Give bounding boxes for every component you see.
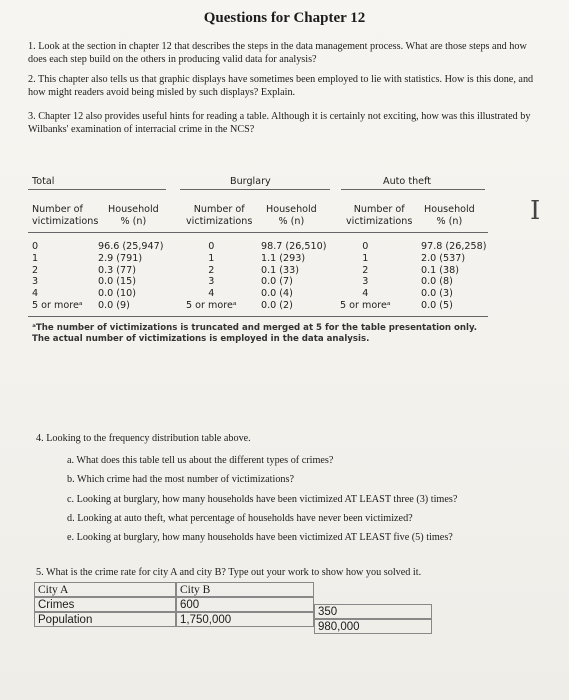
question-1: 1. Look at the section in chapter 12 that describes the steps in the data management process. What are those steps and how does each step build on the others in producing valid data for analysis? <box>28 41 527 65</box>
group-total-label: Total <box>32 176 55 187</box>
rule-header <box>28 232 488 233</box>
city-b-crimes: 350 <box>314 604 432 619</box>
rule-total <box>28 189 166 190</box>
city-a-population: 1,750,000 <box>176 612 314 627</box>
question-4c: c. Looking at burglary, how many households have been victimized AT LEAST three (3) times? <box>67 494 458 505</box>
question-2: 2. This chapter also tells us that graphic displays have sometimes been employed to lie with statistics. How is this done, and how might readers avoid being misled by such displays? Explain. <box>28 74 534 98</box>
question-3: 3. Chapter 12 also provides useful hints for reading a table. Although it is certainly not exciting, how was this illustrated by Wilbanks' examination of interracial crime in the NCS? <box>28 111 531 135</box>
city-a-header: City A <box>34 582 176 597</box>
header-total-number: Number of victimizations <box>32 204 99 227</box>
question-4d: d. Looking at auto theft, what percentage of households have never been victimized? <box>67 513 413 524</box>
crimes-label: Crimes <box>34 597 176 612</box>
text-cursor-icon: I <box>530 196 541 226</box>
auto-victimizations-column: 0 1 2 3 4 5 or moreᵃ <box>340 241 391 311</box>
city-b-population: 980,000 <box>314 619 432 634</box>
header-auto-number: Number of victimizations <box>346 204 413 227</box>
header-auto-household: Household % (n) <box>424 204 475 227</box>
frequency-table <box>28 168 540 403</box>
question-4e: e. Looking at burglary, how many households have been victimized AT LEAST five (5) times? <box>67 532 453 543</box>
header-burglary-household: Household % (n) <box>266 204 317 227</box>
rule-burglary <box>180 189 330 190</box>
auto-household-column: 97.8 (26,258) 2.0 (537) 0.1 (38) 0.0 (8) 0.0 (3) 0.0 (5) <box>421 241 487 311</box>
group-burglary-label: Burglary <box>230 176 271 187</box>
header-burglary-number: Number of victimizations <box>186 204 253 227</box>
total-victimizations-column: 0 1 2 3 4 5 or moreᵃ <box>32 241 83 311</box>
table-footnote: ᵃThe number of victimizations is truncated and merged at 5 for the table presentation only. The actual number of victimizations is employed in the data analysis. <box>32 323 478 344</box>
burglary-household-column: 98.7 (26,510) 1.1 (293) 0.1 (33) 0.0 (7) 0.0 (4) 0.0 (2) <box>261 241 327 311</box>
page-title: Questions for Chapter 12 <box>203 10 366 26</box>
city-b-header: City B <box>176 582 314 597</box>
population-label: Population <box>34 612 176 627</box>
city-a-crimes: 600 <box>176 597 314 612</box>
header-total-household: Household % (n) <box>108 204 159 227</box>
group-auto-label: Auto theft <box>383 176 432 187</box>
question-4b: b. Which crime had the most number of victimizations? <box>67 474 294 485</box>
rule-auto <box>341 189 485 190</box>
question-4: 4. Looking to the frequency distribution table above. <box>36 433 251 444</box>
burglary-victimizations-column: 0 1 2 3 4 5 or moreᵃ <box>186 241 237 311</box>
question-4a: a. What does this table tell us about the different types of crimes? <box>67 455 334 466</box>
total-household-column: 96.6 (25,947) 2.9 (791) 0.3 (77) 0.0 (15) 0.0 (10) 0.0 (9) <box>98 241 164 311</box>
rule-bottom <box>28 316 488 317</box>
question-5: 5. What is the crime rate for city A and city B? Type out your work to show how you solved it. <box>36 567 422 578</box>
